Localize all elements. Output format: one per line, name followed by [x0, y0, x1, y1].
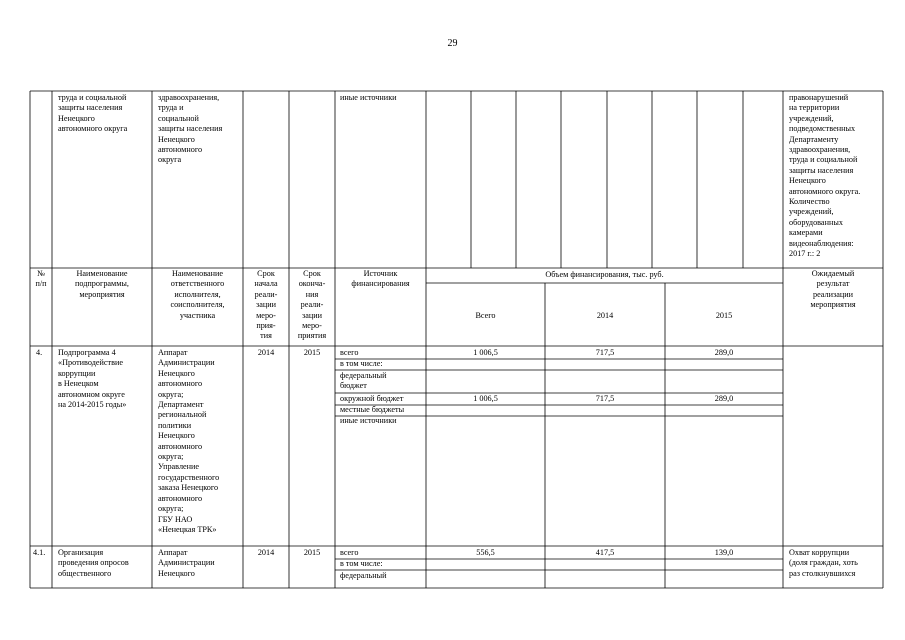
row41-num: 4.1. — [33, 548, 46, 557]
row4-source-label: местные бюджеты — [340, 405, 405, 414]
header-end: Срок оконча- ния реали- зации меро- приятия — [297, 269, 327, 341]
row41-2015-value: 139,0 — [714, 548, 734, 557]
row41-2014-value: 417,5 — [595, 548, 615, 557]
top-name-cell: труда и социальной защиты населения Ненецкого автономного округа — [58, 93, 128, 134]
header-name: Наименование подпрограммы, мероприятия — [75, 269, 129, 299]
row4-name: Подпрограмма 4 «Противодействие коррупции в Ненецком автономном округе на 2014-2015 годы» — [58, 348, 127, 410]
row41-source-label: всего — [340, 548, 359, 557]
top-executor-cell: здравоохранения, труда и социальной защиты населения Ненецкого автономного округа — [158, 93, 223, 165]
row4-num: 4. — [36, 348, 43, 357]
row4-source-label: иные источники — [340, 416, 397, 425]
row41-start: 2014 — [257, 548, 275, 557]
header-volume: Объем финансирования, тыс. руб. — [545, 270, 664, 279]
header-start: Срок начала реали- зации меро- прия- тия — [254, 269, 278, 341]
header-num: № п/п — [35, 269, 47, 289]
row4-source-label: федеральный бюджет — [340, 371, 387, 391]
row4-2015-value: 289,0 — [714, 348, 734, 357]
header-result: Ожидаемый результат реализации мероприятия — [810, 269, 856, 310]
page-number: 29 — [447, 38, 458, 49]
row4-start: 2014 — [257, 348, 275, 357]
row4-executor: Аппарат Администрации Ненецкого автономного округа; Департамент региональной политики Ненецкого автономного округа; Управление государственного заказа Ненецкого автономного округа; ГБУ НАО «Ненецкая ТРК» — [158, 348, 220, 534]
row41-source-label: федеральный — [340, 571, 387, 580]
row4-source-label: окружной бюджет — [340, 394, 404, 403]
row41-executor: Аппарат Администрации Ненецкого — [158, 548, 215, 578]
header-2014: 2014 — [596, 311, 614, 320]
row4-2014-value: 717,5 — [595, 348, 615, 357]
row4-source-label: всего — [340, 348, 359, 357]
row41-end: 2015 — [303, 548, 321, 557]
row4-2015-value: 289,0 — [714, 394, 734, 403]
row41-name: Организация проведения опросов общественного — [58, 548, 129, 578]
row41-source-label: в том числе: — [340, 559, 383, 568]
top-result-cell: правонарушений на территории учреждений, подведомственных Департаменту здравоохранения, труда и социальной защиты населения Ненецкого автономного округа. Количество учреждений, оборудованных камерами видеонаблюдения: 2017 г.: 2 — [789, 93, 861, 259]
header-2015: 2015 — [715, 311, 733, 320]
row4-total-value: 1 006,5 — [473, 348, 498, 357]
header-source: Источник финансирования — [351, 269, 410, 289]
row4-source-label: в том числе: — [340, 359, 383, 368]
top-source-cell: иные источники — [340, 93, 397, 102]
row4-total-value: 1 006,5 — [473, 394, 498, 403]
header-total: Всего — [475, 311, 496, 320]
row4-end: 2015 — [303, 348, 321, 357]
row41-total-value: 556,5 — [476, 548, 495, 557]
row4-2014-value: 717,5 — [595, 394, 615, 403]
header-executor: Наименование ответственного исполнителя, соисполнителя, участника — [170, 269, 225, 320]
row41-result: Охват коррупции (доля граждан, хоть раз столкнувшихся — [789, 548, 858, 578]
